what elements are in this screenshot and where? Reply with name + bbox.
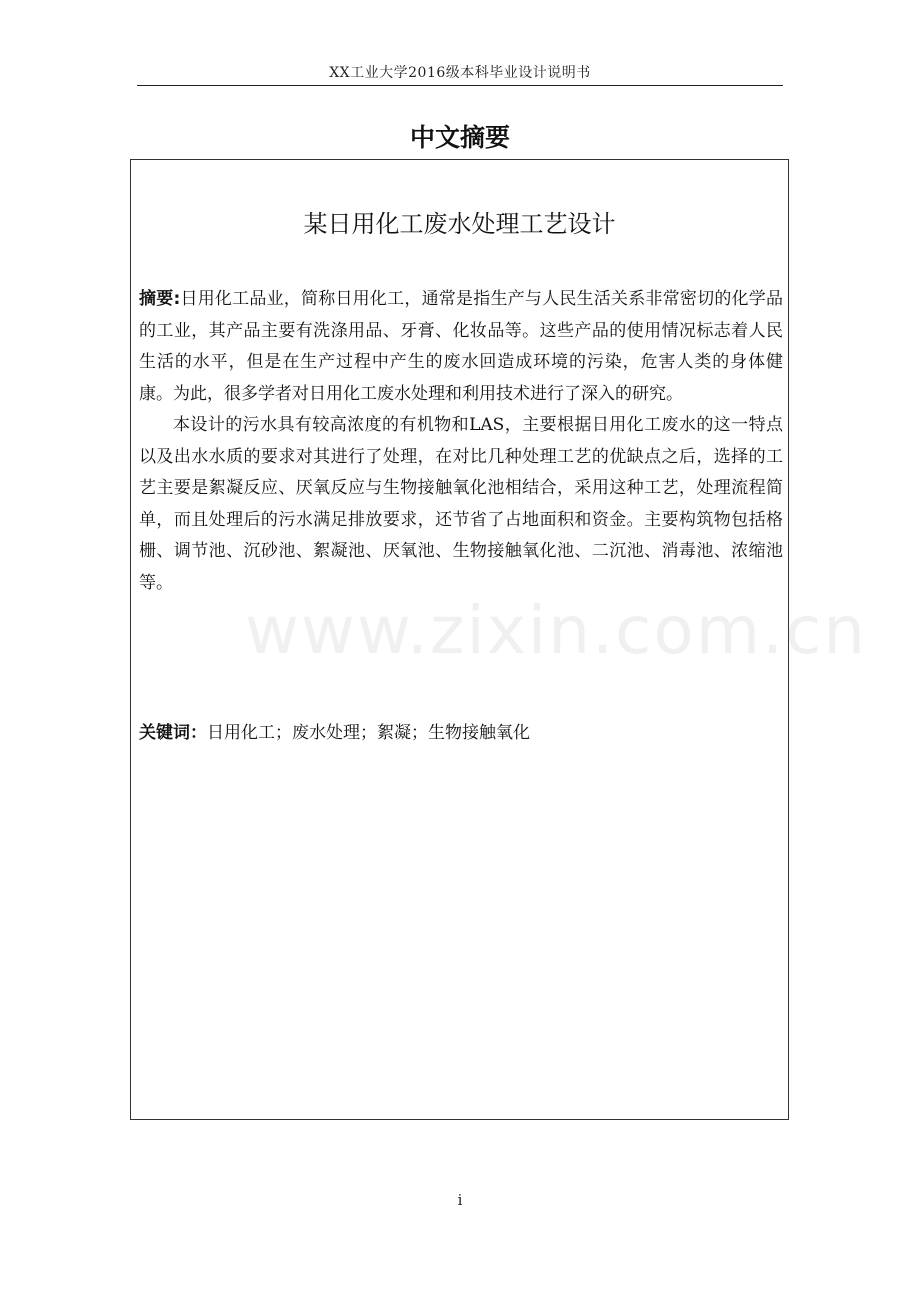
abstract-paragraph-1-text: 日用化工品业，简称日用化工，通常是指生产与人民生活关系非常密切的化学品的工业，其产品主要有洗涤用品、牙膏、化妆品等。这些产品的使用情况标志着人民生活的水平，但是在生产过程中产生的废水回造成环境的污染，危害人类的身体健康。为此，很多学者对日用化工废水处理和利用技术进行了深入的研究。 xyxy=(139,289,783,404)
watermark: www.zixin.com.cn xyxy=(245,592,868,669)
abstract-body xyxy=(139,284,783,599)
keyword-item: 絮凝 xyxy=(377,723,411,743)
abstract-paragraph-1 xyxy=(139,284,783,410)
keyword-separator: ； xyxy=(360,723,377,743)
document-title: 某日用化工废水处理工艺设计 xyxy=(303,210,616,238)
abstract-label: 摘要: xyxy=(139,289,181,309)
keyword-separator: ； xyxy=(275,723,292,743)
keyword-separator: ； xyxy=(411,723,428,743)
keywords-label: 关键词： xyxy=(139,723,207,743)
abstract-paragraph-2: 本设计的污水具有较高浓度的有机物和LAS，主要根据日用化工废水的这一特点以及出水水质的要求对其进行了处理，在对比几种处理工艺的优缺点之后，选择的工艺主要是絮凝反应、厌氧反应与生物接触氧化池相结合，采用这种工艺，处理流程简单，而且处理后的污水满足排放要求，还节省了占地面积和资金。主要构筑物包括格栅、调节池、沉砂池、絮凝池、厌氧池、生物接触氧化池、二沉池、消毒池、浓缩池等。 xyxy=(139,415,783,593)
keyword-item: 废水处理 xyxy=(292,723,360,743)
keywords-line xyxy=(139,718,783,749)
page-number: i xyxy=(457,1191,463,1209)
abstract-box xyxy=(130,159,868,1120)
running-header: XX工业大学2016级本科毕业设计说明书 xyxy=(329,65,591,81)
section-title: 中文摘要 xyxy=(409,123,510,152)
keyword-item: 日用化工 xyxy=(207,723,275,743)
keyword-item: 生物接触氧化 xyxy=(428,723,530,743)
header-divider xyxy=(137,85,783,86)
